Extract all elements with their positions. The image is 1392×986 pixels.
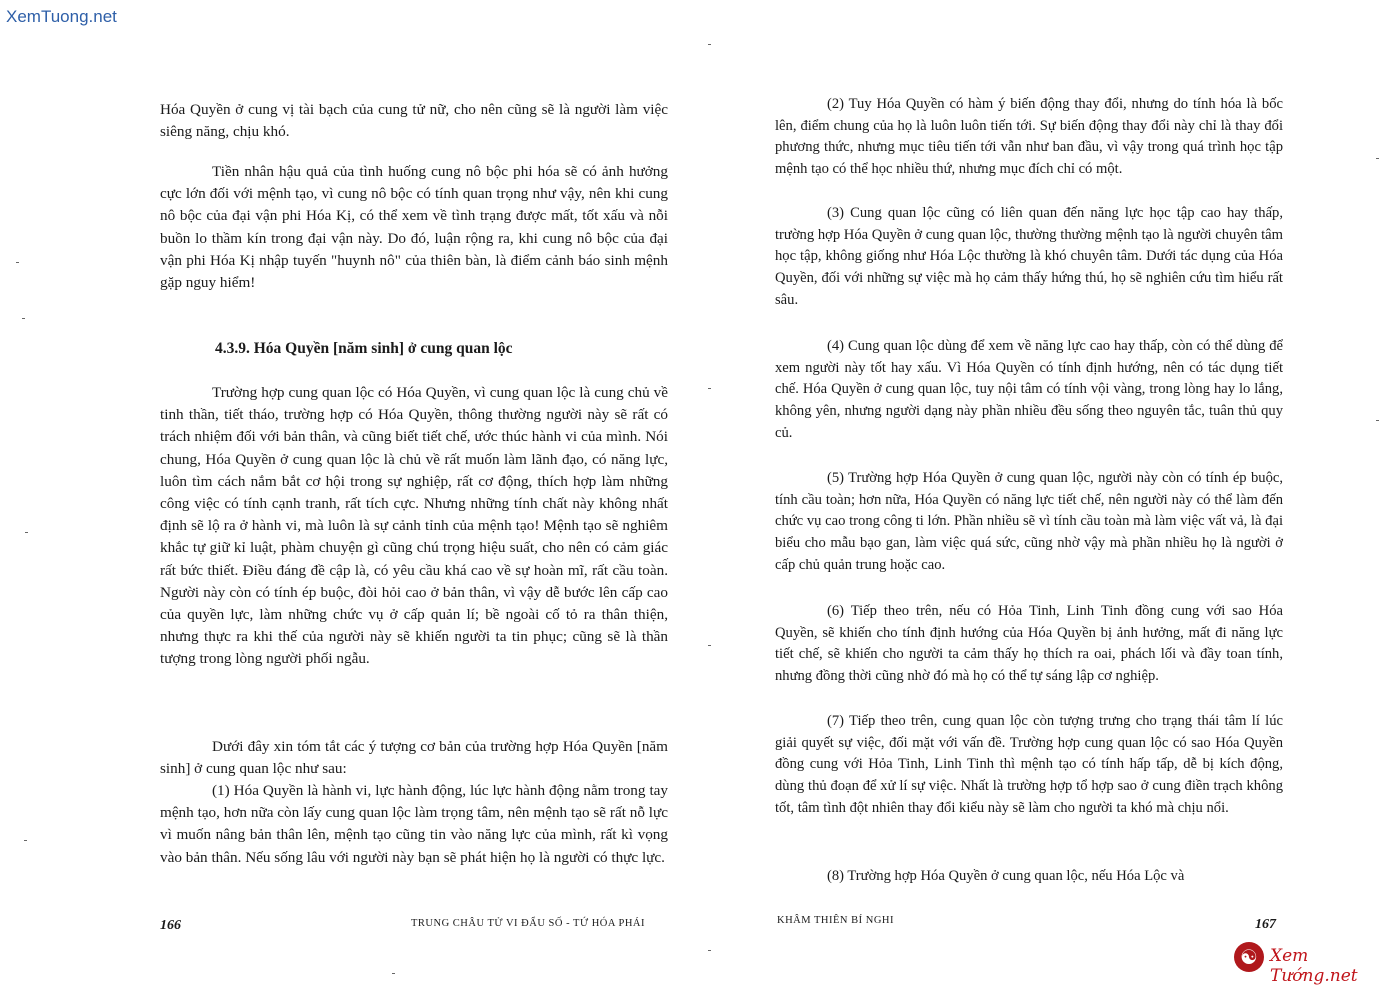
site-logo[interactable] [1230, 940, 1390, 986]
site-watermark-link[interactable]: XemTuong.net [6, 7, 117, 26]
left-paragraph-2: Tiền nhân hậu quả của tình huống cung nô bộc phi hóa sẽ có ảnh hưởng cực lớn đối với mệnh tạo, vì cung nô bộc có tính quan trọng như vậy, nên khi cung nô bộc của đại vận phi Hóa Kị, có thể xem về tình trạng được mất, tốt xấu và nỗi buồn lo thầm kín trong đại vận này. Do đó, luận rộng ra, khi cung nô bộc của đại vận phi Hóa Kị nhập tuyến "huynh nô" của thiên bàn, là điểm cảnh báo sinh mệnh gặp nguy hiểm! [160, 163, 668, 292]
left-paragraph-5: (1) Hóa Quyền là hành vi, lực hành động, lúc lực hành động nằm trong tay mệnh tạo, hơn nữa còn lấy cung quan lộc làm trọng tâm, nên mệnh tạo sẽ rất nỗ lực vì muốn nâng bản thân lên, mệnh tạo cũng tin vào năng lực của mình, rất kì vọng vào bản thân. Nếu sống lâu với người này bạn sẽ phát hiện họ là người có thực lực. [160, 782, 668, 866]
left-page [160, 0, 668, 983]
scan-speck [708, 388, 711, 389]
scan-speck [392, 973, 395, 974]
scan-speck [24, 840, 27, 841]
left-paragraph-3: Trường hợp cung quan lộc có Hóa Quyền, vì cung quan lộc là cung chủ về tinh thần, tiết tháo, trường hợp có Hóa Quyền, thông thường người này sẽ rất có trách nhiệm đối với bản thân, và cũng biết tiết chế, ước thúc hành vi của mình. Nói chung, Hóa Quyền ở cung quan lộc là chủ về rất muốn làm lãnh đạo, có năng lực, luôn tìm cách nắm bắt cơ hội trong sự nghiệp, rất cơ động, thích hợp làm những công việc có tính cạnh tranh, rất tích cực. Nhưng những tính chất này không nhất định sẽ lộ ra ở hành vi, mà luôn là sự cảnh tỉnh của mệnh tạo! Mệnh tạo sẽ nghiêm khắc tự giữ kỉ luật, phàm chuyện gì cũng chú trọng hiệu suất, cho nên có cảm giác rất bức thiết. Điều đáng đề cập là, có yêu cầu khá cao về sự hoàn mĩ, rất cầu toàn. Người này còn có tính ép buộc, đòi hỏi cao ở bản thân, vì vậy dễ bước lên cấp cao của quyền lực, làm những chức vụ ở cấp quản lí; bề ngoài cố tỏ ra thân thiện, nhưng thực ra khi thế của người này sẽ khiến người ta tin phục; cũng sẽ là thần tượng trong lòng người phối ngẫu. [160, 384, 668, 668]
yin-yang-icon: ☯ [1234, 942, 1264, 972]
right-paragraph-7: (8) Trường hợp Hóa Quyền ở cung quan lộc, nếu Hóa Lộc và [827, 868, 1185, 884]
page-number-right: 167 [1255, 917, 1276, 932]
right-paragraph-6: (7) Tiếp theo trên, cung quan lộc còn tượng trưng cho trạng thái tâm lí lúc giải quyết sự việc, đối mặt với vấn đề. Trường hợp cung quan lộc có sao Hóa Quyền đồng cung với Hỏa Tinh, Linh Tinh thì mệnh tạo có tính hấp tấp, dễ bị kích động, dùng thủ đoạn để xử lí sự việc. Nhất là trường hợp tổ hợp sao ở cung điền trạch không tốt, tâm tình đột nhiên thay đổi kiểu này sẽ làm cho người ta khó mà chịu nổi. [775, 713, 1283, 816]
page-number-left: 166 [160, 918, 181, 933]
left-paragraph-1: Hóa Quyền ở cung vị tài bạch của cung tử nữ, cho nên cũng sẽ là người làm việc siêng năng, chịu khó. [160, 101, 668, 141]
scan-speck [1376, 420, 1379, 421]
scan-speck [25, 532, 28, 533]
right-paragraph-5: (6) Tiếp theo trên, nếu có Hỏa Tinh, Linh Tinh đồng cung với sao Hóa Quyền, sẽ khiến cho tính định hướng của Hóa Quyền bị ảnh hưởng, mất đi năng lực tiết chế, sẽ khiến cho người ta cảm thấy họ thích ra oai, phách lối và đầy toan tính, nhưng đồng thời cũng nhờ đó mà họ có thể tự sáng lập cơ nghiệp. [775, 603, 1283, 685]
scan-speck [22, 318, 25, 319]
site-logo-text: Xem Tướng.net [1270, 946, 1358, 986]
right-paragraph-2: (3) Cung quan lộc cũng có liên quan đến năng lực học tập cao hay thấp, trường hợp Hóa Quyền ở cung quan lộc, thường thường mệnh tạo là người chuyên tâm học tập, không giống như Hóa Lộc thường là khó chuyên tâm. Dưới tác dụng của Hóa Quyền, đối với những sự việc mà họ cảm thấy hứng thú, họ sẽ nghiên cứu tìm hiểu rất sâu. [775, 205, 1283, 308]
scan-speck [16, 262, 19, 263]
right-page [775, 0, 1283, 983]
left-paragraph-4: Dưới đây xin tóm tắt các ý tượng cơ bản của trường hợp Hóa Quyền [năm sinh] ở cung quan lộc như sau: [160, 738, 668, 778]
scan-speck [708, 44, 711, 45]
scan-speck [708, 645, 711, 646]
running-footer-right: KHÂM THIÊN BÍ NGHI [777, 915, 895, 926]
scan-speck [708, 950, 711, 951]
right-paragraph-3: (4) Cung quan lộc dùng để xem về năng lực cao hay thấp, còn có thể dùng để xem người này tốt hay xấu. Vì Hóa Quyền có tính định hướng, nên có tác dụng tiết chế. Hóa Quyền ở cung quan lộc, tuy nội tâm có tính vội vàng, trong lòng hay lo lắng, không yên, nhưng người dạng này phần nhiều đều sống theo nguyên tắc, tuân thủ quy củ. [775, 338, 1283, 441]
running-footer-left: TRUNG CHÂU TỬ VI ĐẨU SỐ - TỨ HÓA PHÁI [411, 918, 646, 929]
right-paragraph-4: (5) Trường hợp Hóa Quyền ở cung quan lộc, người này còn có tính ép buộc, tính cầu toàn; hơn nữa, Hóa Quyền có năng lực tiết chế, nên người này có thể làm đến chức vụ cao trong công ti lớn. Phần nhiều sẽ vì tính cầu toàn mà làm việc vất vả, là đại biểu cho mẫu bạo gan, làm việc quá sức, cũng nhờ vậy mà phần nhiều họ là người ở cấp chủ quản trung hoặc cao. [775, 470, 1283, 573]
section-heading: 4.3.9. Hóa Quyền [năm sinh] ở cung quan lộc [215, 340, 513, 357]
right-paragraph-1: (2) Tuy Hóa Quyền có hàm ý biến động thay đổi, nhưng do tính hóa là bốc lên, điểm chung của họ là luôn luôn tiến tới. Sự biến động thay đổi này chỉ là thay đổi phương thức, nhưng mục tiêu tiến tới vẫn như ban đầu, vì vậy trong quá trình học tập mệnh tạo có thể học nhiều thứ, nhưng mục đích chỉ có một. [775, 96, 1283, 178]
scan-speck [1376, 158, 1379, 159]
